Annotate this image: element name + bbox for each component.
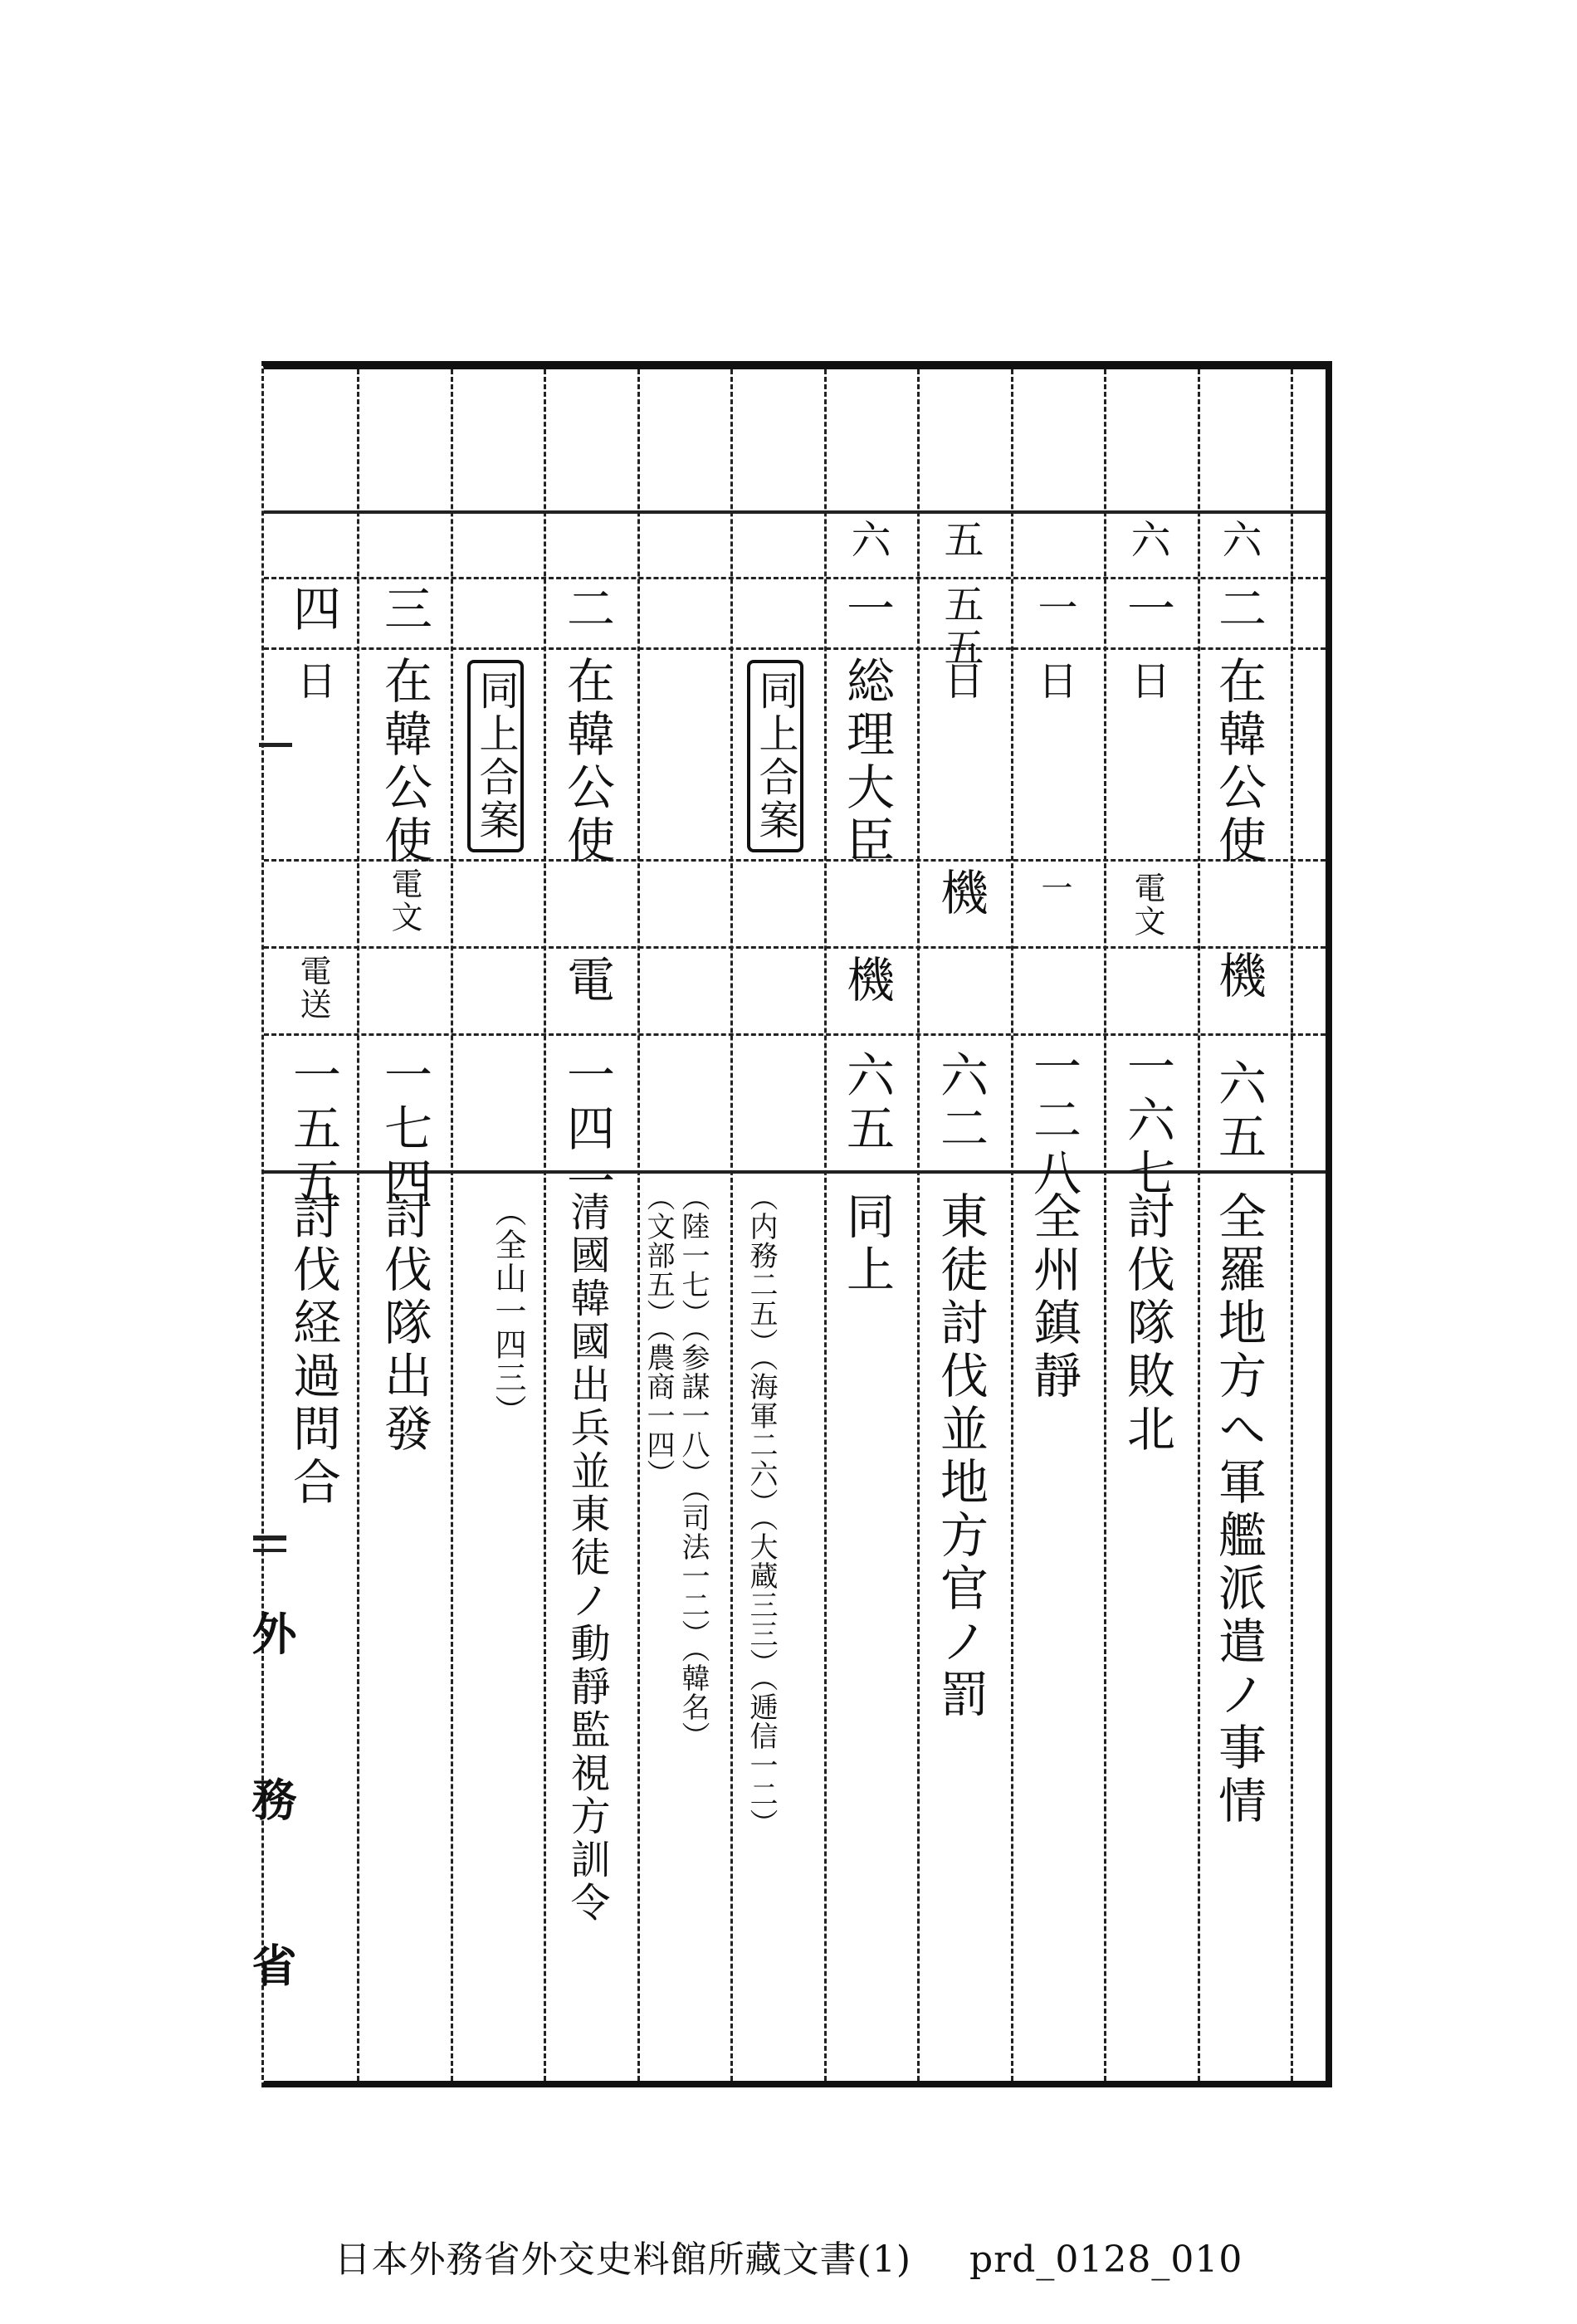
- column-rule: [544, 369, 546, 2081]
- column-rule: [1291, 369, 1293, 2081]
- column-rule: [917, 369, 920, 2081]
- entry-type: 電: [559, 954, 615, 1008]
- column-rule: [1198, 369, 1200, 2081]
- document-reference: prd_0128_010: [969, 2239, 1243, 2281]
- entry-type: 電文: [386, 867, 422, 934]
- entry-volume: 六五: [838, 1050, 895, 1156]
- entry-number: 一: [1031, 587, 1077, 630]
- ledger-table: [261, 361, 1332, 2087]
- entry-subject: 東徒討伐並地方官ノ罰: [932, 1191, 989, 1722]
- entry-sender: 在韓公使: [559, 656, 615, 868]
- distribution-note: （内務二五）（海軍二六）（大蔵三三）（逓信一二）: [745, 1183, 778, 1838]
- entry-number: 二: [559, 583, 615, 637]
- edge-stamp: 務: [245, 1776, 298, 1821]
- edge-stamp: 外: [245, 1610, 298, 1655]
- entry-volume: 六五: [1210, 1058, 1267, 1164]
- entry-note: （全山一四三）: [490, 1195, 526, 1428]
- column-rule: [730, 369, 733, 2081]
- entry-sender: 総理大臣: [838, 656, 895, 868]
- entry-subject: 清國韓國出兵並東徒ノ動靜監視方訓令: [564, 1191, 610, 1925]
- entry-type: 一: [1036, 872, 1072, 905]
- merged-case-label: 同上合案: [467, 660, 524, 852]
- entry-volume: 一四一: [559, 1050, 615, 1209]
- column-rule: [357, 369, 359, 2081]
- archive-caption: [0, 2229, 1577, 2282]
- entry-sender: 日: [290, 660, 336, 703]
- entry-volume: 六二: [932, 1050, 989, 1156]
- entry-subject: 討伐隊敗北: [1119, 1191, 1175, 1457]
- archive-name: 日本外務省外交史料館所藏文書(1): [334, 2239, 911, 2281]
- column-rule: [1011, 369, 1013, 2081]
- column-rule: [824, 369, 827, 2081]
- entry-number: 四: [285, 583, 341, 637]
- entry-sender: 日: [937, 660, 984, 703]
- entry-sender: 在韓公使: [376, 656, 432, 868]
- entry-subject: 同上: [838, 1191, 895, 1297]
- entry-number: 三: [376, 583, 432, 637]
- row-rule: [264, 1033, 1326, 1036]
- entry-sender: 在韓公使: [1210, 656, 1267, 868]
- column-rule: [451, 369, 453, 2081]
- entry-month: 五: [937, 519, 984, 562]
- entry-subject: 全州鎮靜: [1025, 1191, 1081, 1404]
- entry-month: 六: [1215, 519, 1262, 562]
- entry-sender: 日: [1031, 660, 1077, 703]
- distribution-note: （陸一七）（参謀一八）（司法一二）（韓名）: [676, 1183, 710, 1750]
- row-rule: [264, 577, 1326, 579]
- entry-number: 二: [1210, 583, 1267, 637]
- entry-type: 電文: [1129, 872, 1165, 938]
- row-rule: [264, 946, 1326, 949]
- merged-case-label: 同上合案: [747, 660, 803, 852]
- entry-number: 一: [838, 583, 895, 637]
- entry-type: 機: [932, 867, 989, 920]
- column-rule: [637, 369, 640, 2081]
- entry-subject: 討伐経過問合: [285, 1191, 341, 1510]
- entry-subject: 全羅地方へ軍艦派遣ノ事情: [1210, 1191, 1267, 1828]
- entry-type: 電送: [295, 954, 331, 1021]
- edge-stamp: 省: [245, 1942, 298, 1987]
- entry-number: 一: [1119, 583, 1175, 637]
- entry-volume: 一七四: [376, 1050, 432, 1209]
- entry-volume: 一二八: [1025, 1042, 1081, 1201]
- entry-month: 六: [844, 519, 891, 562]
- row-rule: [264, 647, 1326, 650]
- entry-volume: 一五五: [285, 1050, 341, 1209]
- entry-type: 機: [838, 954, 895, 1008]
- column-rule: [1104, 369, 1106, 2081]
- entry-volume: 一六七: [1119, 1042, 1175, 1201]
- entry-number: 五五: [937, 583, 984, 670]
- row-rule: [264, 510, 1326, 514]
- entry-sender: 日: [1124, 660, 1170, 703]
- entry-type: 機: [1210, 950, 1267, 1003]
- distribution-note: （文部五）（農商一四）: [642, 1183, 675, 1488]
- entry-month: 六: [1124, 519, 1170, 562]
- entry-subject: 討伐隊出發: [376, 1191, 432, 1457]
